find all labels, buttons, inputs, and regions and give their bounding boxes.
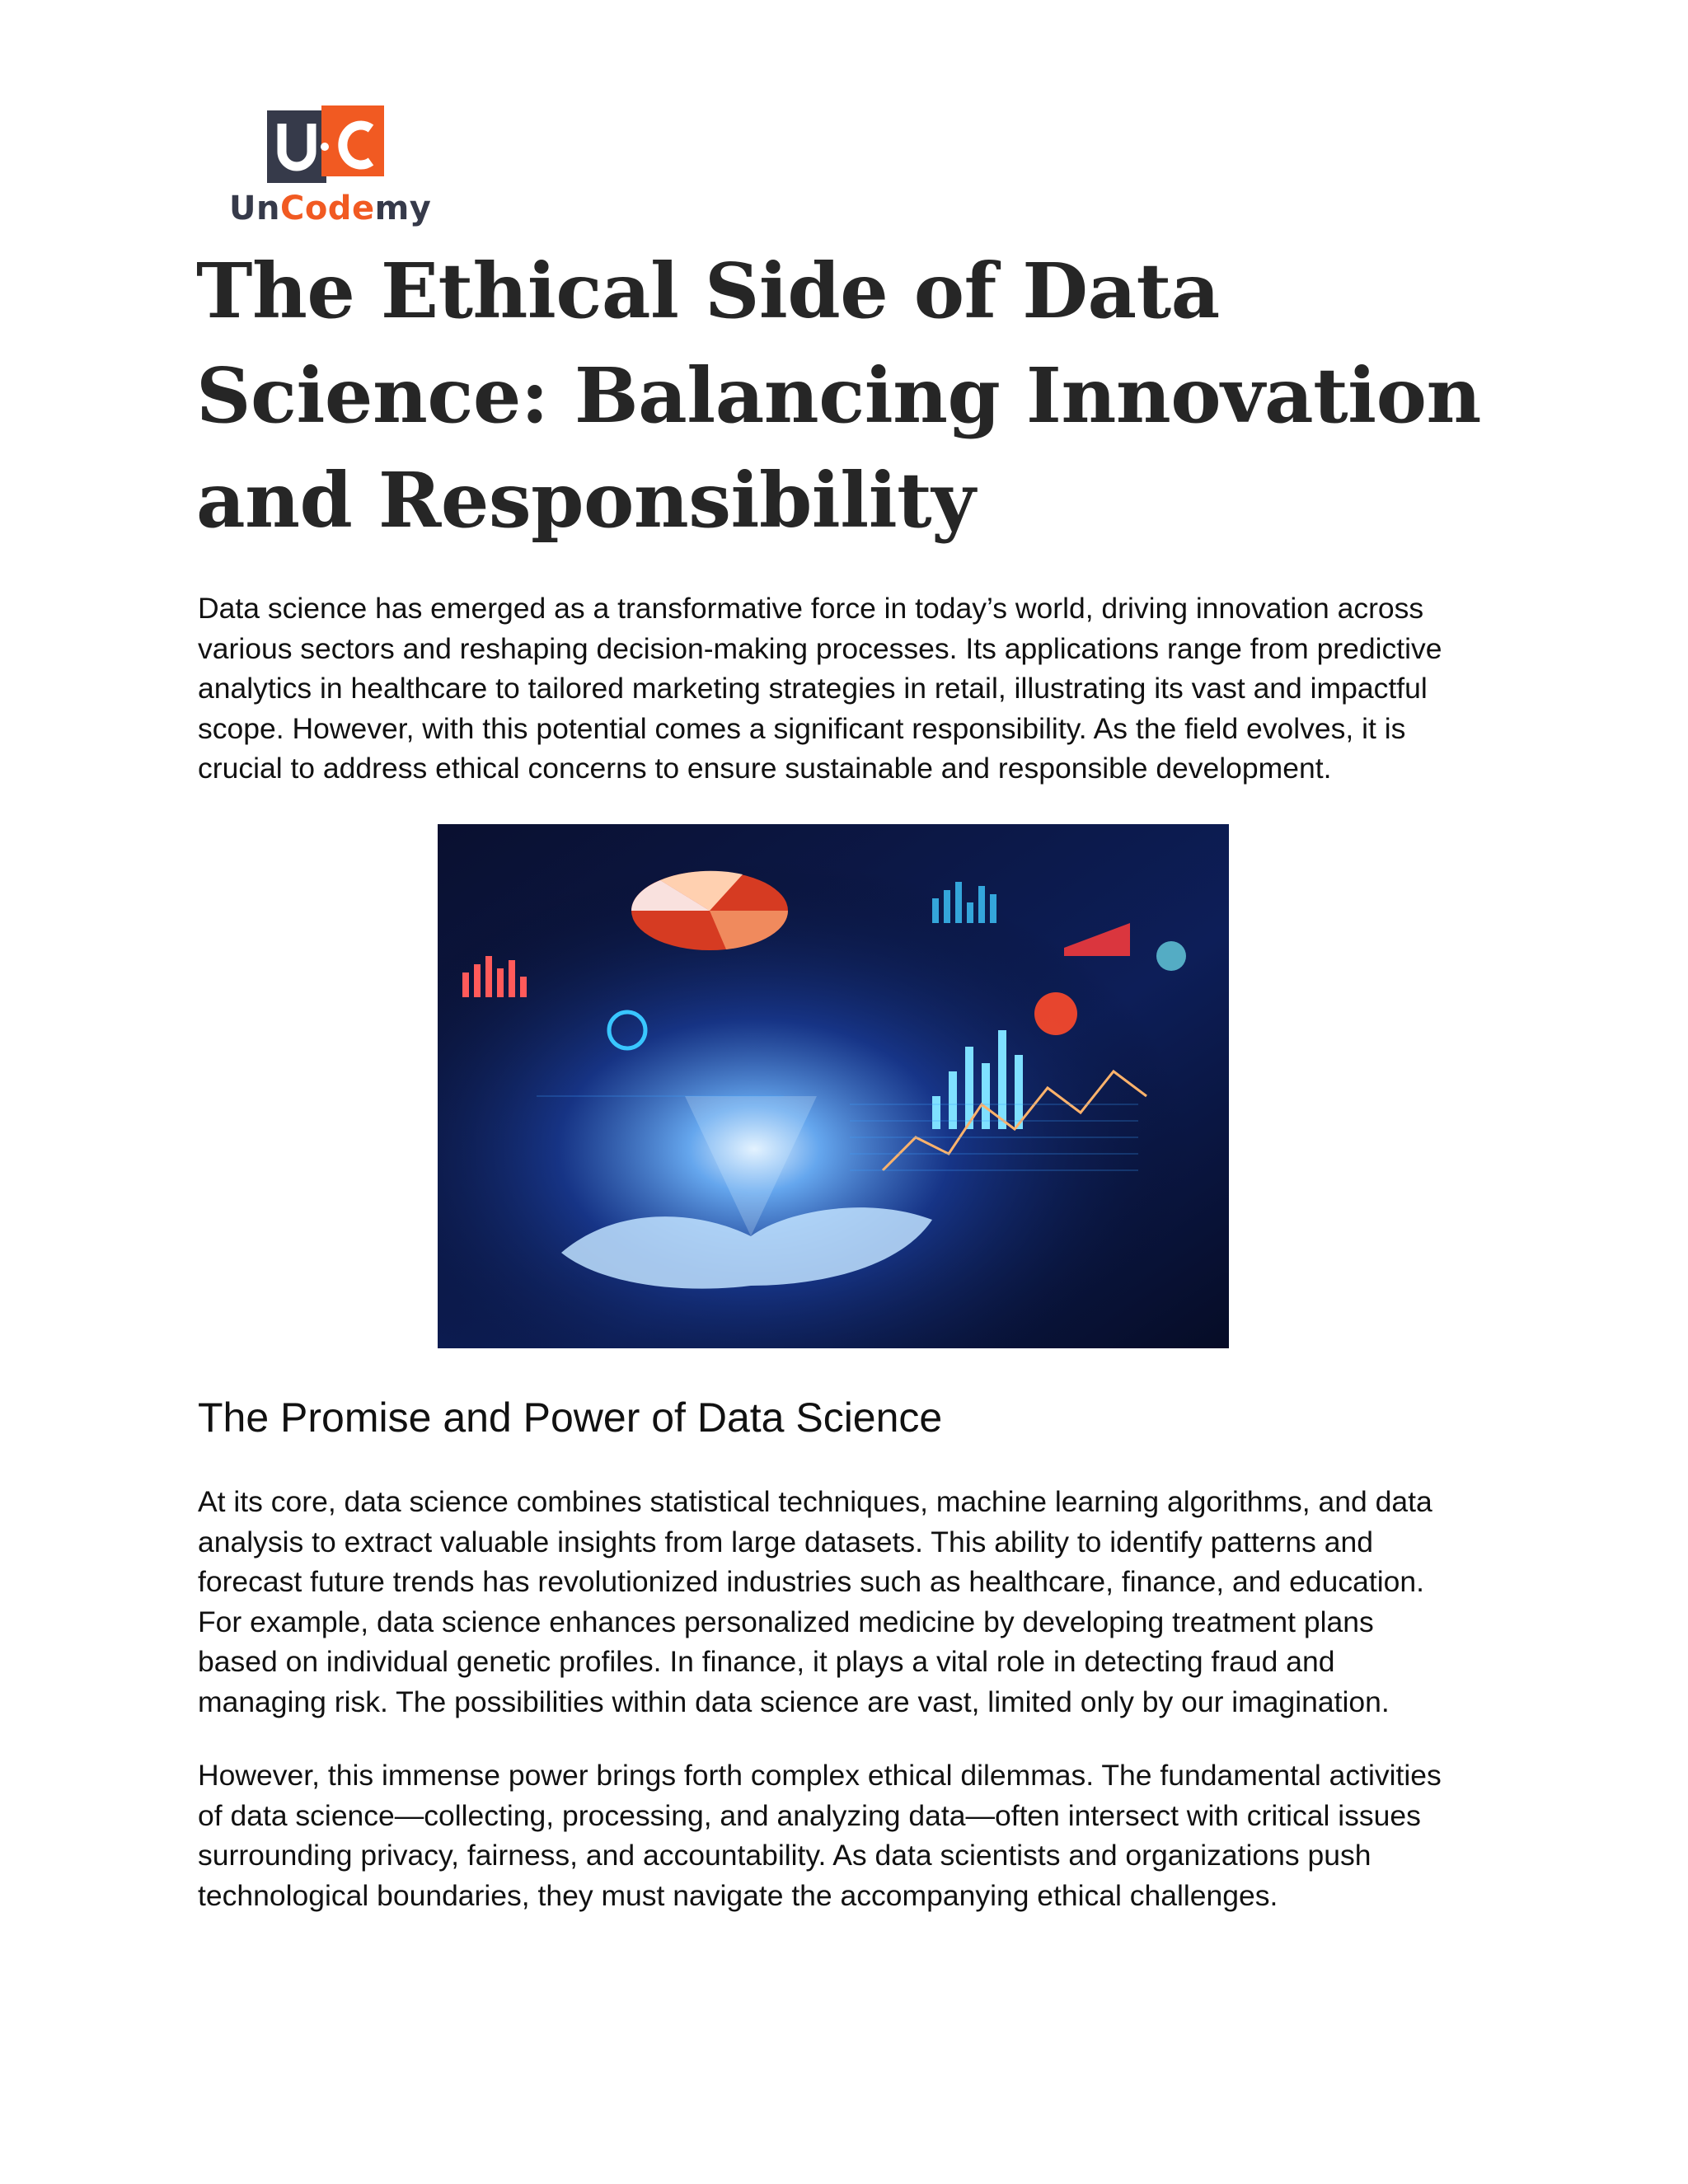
pie-chart-icon: [631, 871, 788, 950]
however-paragraph: However, this immense power brings forth complex ethical dilemmas. The fundamental activities of data science—collecting, processing, and analyzing data—often intersect with critical issues surrounding privacy, fairness, and accountability. As data scientists and organizations push technological boundaries, they must navigate the accompanying ethical challenges.: [198, 1759, 1442, 1912]
title-line: The Ethical Side of Data: [196, 246, 1220, 335]
title-line: Science: Balancing Innovation: [196, 351, 1481, 440]
hero-illustration: [438, 824, 1229, 1348]
title-line: and Responsibility: [196, 456, 976, 545]
intro-paragraph: Data science has emerged as a transformative force in today’s world, driving innovation across various sectors and reshaping decision-making processes. Its applications range from predictive analytics in healthcare to tailored marketing strategies in retail, illustrating its vast and impactful scope. However, with this potential comes a significant responsibility. As the field evolves, it is crucial to address ethical concerns to ensure sustainable and responsible development.: [198, 592, 1442, 785]
uncodemy-logo: [229, 105, 432, 229]
section-heading: The Promise and Power of Data Science: [198, 1394, 943, 1441]
uncodemy-logo-mark-icon: [267, 105, 384, 183]
uncodemy-wordmark: UnCodemy: [229, 190, 432, 227]
core-paragraph: At its core, data science combines statistical techniques, machine learning algorithms, and data analysis to extract valuable insights from large datasets. This ability to identify patterns and forecast future trends has revolutionized industries such as healthcare, finance, and education. For example, data science enhances personalized medicine by developing treatment plans based on individual genetic profiles. In finance, it plays a vital role in detecting fraud and managing risk. The possibilities within data science are vast, limited only by our imagination.: [198, 1485, 1432, 1718]
data-analytics-hologram-image: [438, 824, 1229, 1348]
article-title: [196, 239, 1515, 553]
